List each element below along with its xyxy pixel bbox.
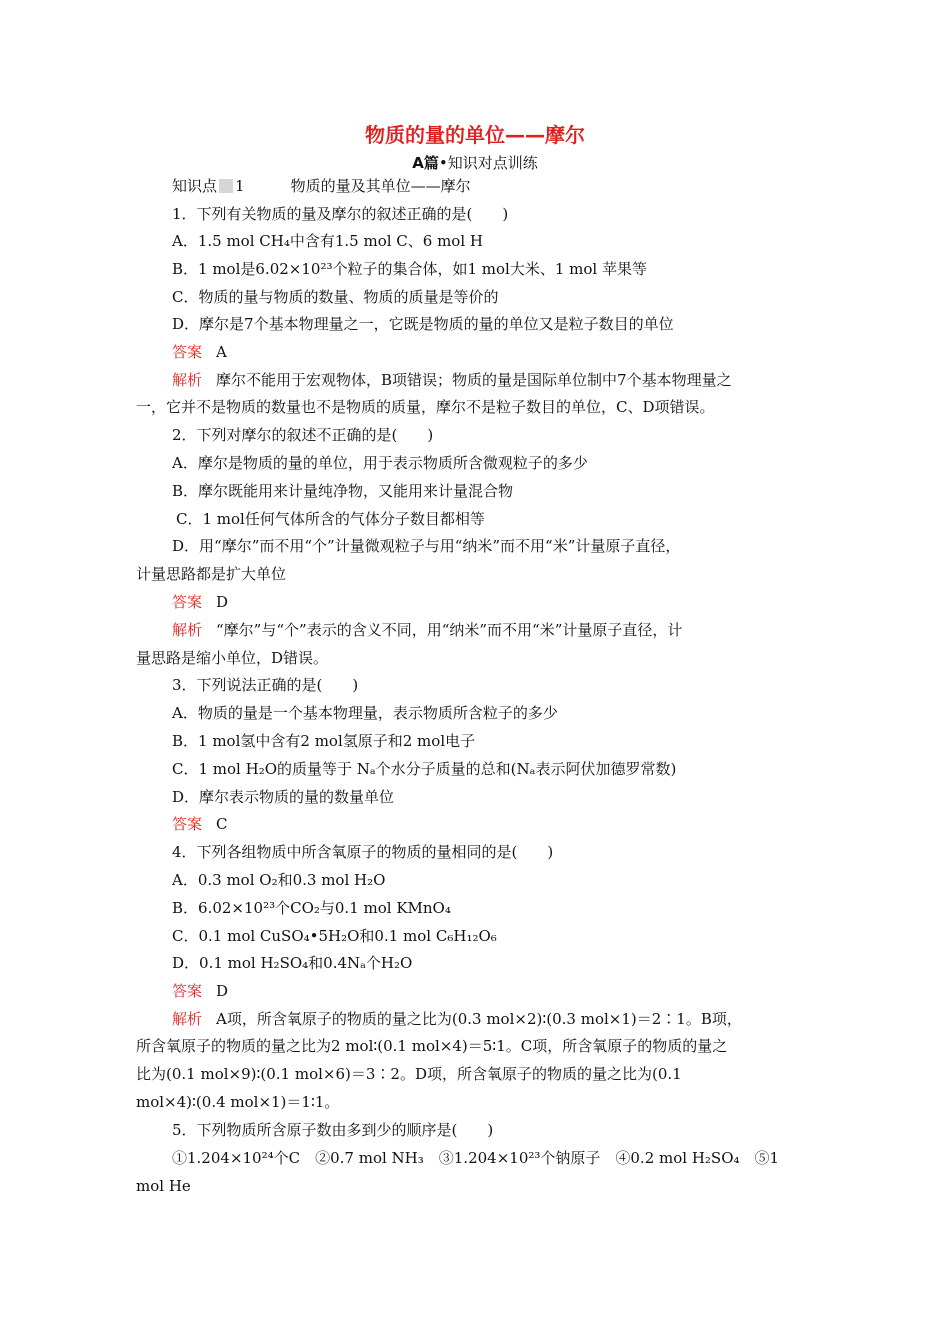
q2-analysis-line-2: 量思路是缩小单位，D错误。: [136, 649, 329, 667]
section-subtitle: [0, 152, 950, 174]
q4-option-b: B．6.02×10²³个CO₂与0.1 mol KMnO₄: [172, 899, 451, 917]
q3-answer-value: C: [216, 815, 228, 833]
q1-answer-value: A: [216, 343, 227, 361]
q1-option-c: C．物质的量与物质的数量、物质的质量是等价的: [172, 288, 499, 306]
answer-label: 答案: [172, 982, 203, 1000]
q4-analysis-text-1: A项，所含氧原子的物质的量之比为(0.3 mol×2)∶(0.3 mol×1)＝2∶1。B项，: [216, 1010, 742, 1028]
q2-analysis-text-1: “摩尔”与“个”表示的含义不同，用“纳米”而不用“米”计量原子直径，计: [216, 621, 683, 639]
q3-option-b: B．1 mol氢中含有2 mol氢原子和2 mol电子: [172, 732, 476, 750]
subtitle-separator: •: [438, 154, 448, 172]
q4-option-d: D．0.1 mol H₂SO₄和0.4Nₐ个H₂O: [172, 954, 413, 972]
q4-option-a: A．0.3 mol O₂和0.3 mol H₂O: [172, 871, 386, 889]
q5-stem: 5．下列物质所含原子数由多到少的顺序是( ): [172, 1121, 494, 1139]
q1-analysis-line-2: 一，它并不是物质的数量也不是物质的质量，摩尔不是粒子数目的单位，C、D项错误。: [136, 398, 715, 416]
q3-option-c: C．1 mol H₂O的质量等于 Nₐ个水分子质量的总和(Nₐ表示阿伏加德罗常数): [172, 760, 677, 778]
q1-analysis-text-1: 摩尔不能用于宏观物体，B项错误；物质的量是国际单位制中7个基本物理量之: [216, 371, 732, 389]
q5-options-line-2: mol He: [136, 1177, 191, 1195]
q1-option-b: B．1 mol是6.02×10²³个粒子的集合体，如1 mol大米、1 mol 苹果等: [172, 260, 647, 278]
q2-stem: 2．下列对摩尔的叙述不正确的是( ): [172, 426, 434, 444]
analysis-label: 解析: [172, 621, 203, 639]
analysis-label: 解析: [172, 1010, 203, 1028]
q2-answer: [172, 591, 228, 613]
q3-option-d: D．摩尔表示物质的量的数量单位: [172, 788, 395, 806]
q4-stem: 4．下列各组物质中所含氧原子的物质的量相同的是( ): [172, 843, 554, 861]
subtitle-text: 知识对点训练: [447, 154, 538, 172]
knowledge-point-marker-icon: [219, 179, 233, 193]
answer-label: 答案: [172, 343, 203, 361]
q2-answer-value: D: [216, 593, 229, 611]
q4-option-c: C．0.1 mol CuSO₄•5H₂O和0.1 mol C₆H₁₂O₆: [172, 927, 497, 945]
q2-option-b: B．摩尔既能用来计量纯净物，又能用来计量混合物: [172, 482, 514, 500]
q2-option-d-line-2: 计量思路都是扩大单位: [136, 565, 287, 583]
q1-answer: [172, 341, 227, 363]
q4-analysis-line-3: 比为(0.1 mol×9)∶(0.1 mol×6)＝3∶2。D项，所含氧原子的物质的量之比为(0.1: [136, 1065, 682, 1083]
q4-analysis-line-2: 所含氧原子的物质的量之比为2 mol∶(0.1 mol×4)＝5∶1。C项，所含氧原子的物质的量之: [136, 1037, 728, 1055]
q3-option-a: A．物质的量是一个基本物理量，表示物质所含粒子的多少: [172, 704, 558, 722]
q4-analysis-line-4: mol×4)∶(0.4 mol×1)＝1∶1。: [136, 1093, 340, 1111]
subtitle-prefix: A篇: [412, 154, 439, 172]
q1-option-a: A．1.5 mol CH₄中含有1.5 mol C、6 mol H: [172, 232, 483, 250]
q1-analysis-line-1: [172, 369, 732, 391]
knowledge-point-number: 1: [235, 177, 245, 195]
q2-option-d-line-1: D．用“摩尔”而不用“个”计量微观粒子与用“纳米”而不用“米”计量原子直径，: [172, 537, 681, 555]
q3-answer: [172, 813, 228, 835]
q2-option-a: A．摩尔是物质的量的单位，用于表示物质所含微观粒子的多少: [172, 454, 588, 472]
q1-stem: 1．下列有关物质的量及摩尔的叙述正确的是( ): [172, 205, 509, 223]
q4-answer-value: D: [216, 982, 229, 1000]
q2-option-c: C．1 mol任何气体所含的气体分子数目都相等: [176, 510, 485, 528]
q4-analysis-line-1: [172, 1008, 742, 1030]
knowledge-point-text: 物质的量及其单位——摩尔: [290, 177, 471, 195]
q3-stem: 3．下列说法正确的是( ): [172, 676, 359, 694]
q4-answer: [172, 980, 228, 1002]
answer-label: 答案: [172, 815, 203, 833]
analysis-label: 解析: [172, 371, 203, 389]
q2-analysis-line-1: [172, 619, 682, 641]
knowledge-point-label: 知识点: [172, 177, 218, 195]
knowledge-point-heading: [172, 175, 471, 197]
q1-option-d: D．摩尔是7个基本物理量之一，它既是物质的量的单位又是粒子数目的单位: [172, 315, 674, 333]
page-title: 物质的量的单位——摩尔: [365, 123, 585, 147]
answer-label: 答案: [172, 593, 203, 611]
q5-options-line-1: ①1.204×10²⁴个C ②0.7 mol NH₃ ③1.204×10²³个钠原子 ④0.2 mol H₂SO₄ ⑤1: [172, 1149, 780, 1167]
